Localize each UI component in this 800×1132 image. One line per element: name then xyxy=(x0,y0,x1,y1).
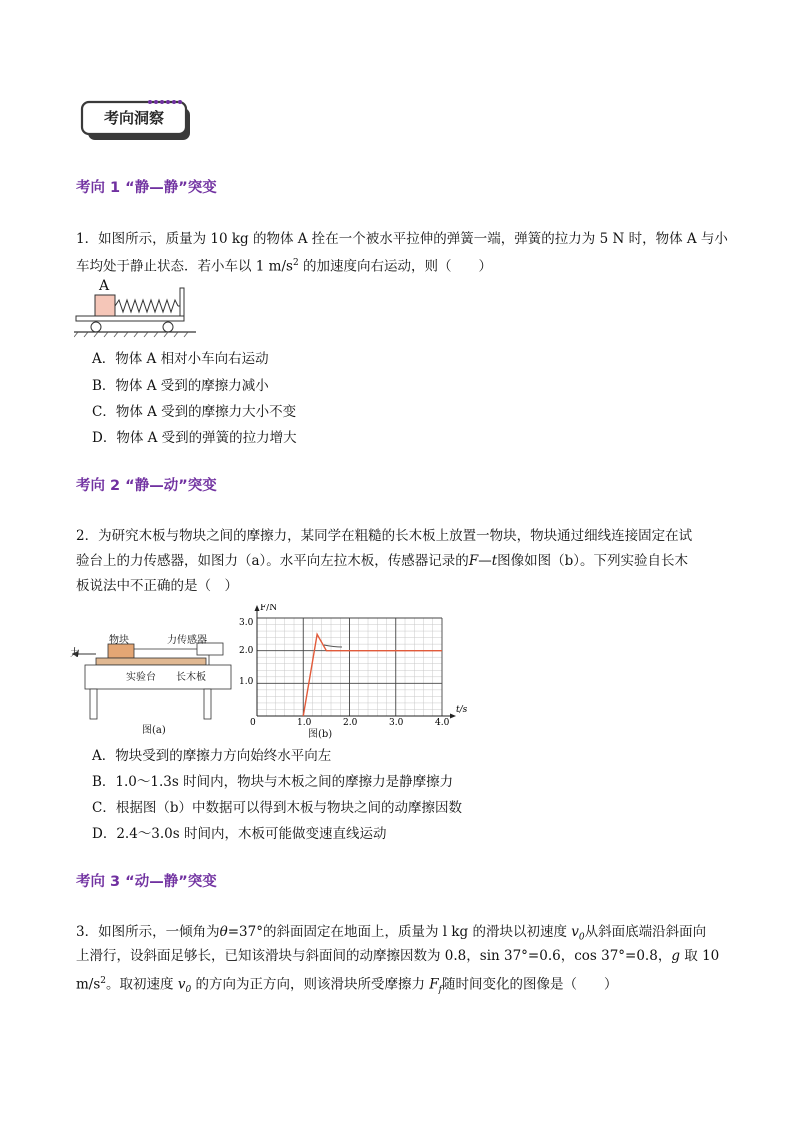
q2-line-2-pre: 验台上的力传感器，如图力（a）。水平向左拉木板，传感器记录的 xyxy=(76,553,469,569)
q3-line-1 xyxy=(76,922,706,948)
q2-long-board xyxy=(96,658,206,665)
q1-cart-body xyxy=(76,316,184,321)
q3-line-3-f-sub: f xyxy=(438,985,442,996)
q2-board-label: 长木板 xyxy=(176,672,206,683)
q2-sensor-label: 力传感器 xyxy=(167,635,207,646)
q2-line-2 xyxy=(76,551,688,571)
q2-line-2-post: 图像如图（b）。下列实验自长木 xyxy=(497,553,689,569)
q3-line-3-mid2: 的方向为正方向，则该滑块所受摩擦力 xyxy=(191,976,430,993)
chart-y-axis-label: F/N xyxy=(260,604,278,613)
q1-line-1: 1．如图所示，质量为 10 kg 的物体 A 拴在一个被水平拉伸的弹簧一端，弹簧的拉力为 5 N 时，物体 A 与小 xyxy=(76,231,728,247)
q2-block xyxy=(108,644,134,658)
q2-option-c[interactable]: C．根据图（b）中数据可以得到木板与物块之间的动摩擦因数 xyxy=(92,800,462,816)
q3-line-3-post: 随时间变化的图像是（ ） xyxy=(442,976,618,993)
q2-option-d[interactable]: D．2.4～3.0s 时间内，木板可能做变速直线运动 xyxy=(92,826,387,842)
q3-line-3-mid: 。取初速度 xyxy=(106,976,178,993)
q3-line-2-pre: 上滑行，设斜面足够长，已知该滑块与斜面间的动摩擦因数为 0.8，sin 37°=0.6，cos 37°=0.8， xyxy=(76,948,672,964)
q1-option-b[interactable]: B．物体 A 受到的摩擦力减小 xyxy=(92,378,269,394)
chart-series-line-0 xyxy=(303,634,442,716)
q2-table-label: 实验台 xyxy=(126,672,156,683)
q1-block-label: A xyxy=(99,278,110,294)
q2-line-1: 2．为研究木板与物块之间的摩擦力，某同学在粗糙的长木板上放置一物块，物块通过细线连接固定在试 xyxy=(76,528,693,544)
q3-line-1-post: 从斜面底端沿斜面向 xyxy=(584,924,707,940)
q2-figure-b-caption: 图(b) xyxy=(308,729,333,740)
q2-block-label: 物块 xyxy=(109,635,129,646)
q3-line-3-f: F xyxy=(429,976,439,993)
section-title-1: 考向 1 “静—静”突变 xyxy=(76,180,217,196)
q2-force-label: 力 xyxy=(70,648,80,659)
q1-cart-wall xyxy=(180,288,184,318)
q1-line-2-sup: 2 xyxy=(292,258,299,268)
chart-y-tick-3: 3.0 xyxy=(239,618,254,628)
q3-v0-sub: 0 xyxy=(578,932,585,943)
chart-x-tick-0: 0 xyxy=(250,718,256,728)
q2-option-b[interactable]: B．1.0～1.3s 时间内，物块与木板之间的摩擦力是静摩擦力 xyxy=(92,774,454,790)
q1-line-2-pre: 车均处于静止状态．若小车以 1 m/s xyxy=(76,258,293,275)
q3-line-1-pre: 3．如图所示，一倾角为 xyxy=(76,924,220,940)
badge-text: 考向洞察 xyxy=(103,109,164,127)
chart-y-tick-2: 2.0 xyxy=(239,646,254,656)
chart-annotation-curve xyxy=(324,645,342,647)
q1-wheel-left xyxy=(91,322,101,332)
q1-option-a[interactable]: A．物体 A 相对小车向右运动 xyxy=(92,351,269,367)
q3-g: g xyxy=(671,948,680,964)
q3-line-3-pre: m/s xyxy=(76,976,101,993)
q2-figure-a-caption: 图(a) xyxy=(142,725,166,736)
q3-line-3-v0-sub: 0 xyxy=(185,985,192,996)
chart-x-axis-label: t/s xyxy=(456,705,468,715)
q3-v0: v xyxy=(571,924,579,940)
q1-line-2 xyxy=(76,253,492,277)
q3-line-2-post: 取 10 xyxy=(679,948,720,964)
q3-line-1-mid: =37°的斜面固定在地面上，质量为 l kg 的滑块以初速度 xyxy=(227,924,572,940)
q2-option-a[interactable]: A．物块受到的摩擦力方向始终水平向左 xyxy=(92,748,332,764)
chart-series-layer xyxy=(303,634,442,716)
q1-option-d[interactable]: D．物体 A 受到的弹簧的拉力增大 xyxy=(92,430,297,446)
q3-line-3-v0: v xyxy=(177,976,186,993)
section-title-3: 考向 3 “动—静”突变 xyxy=(76,874,217,890)
q3-theta: θ xyxy=(219,924,228,940)
q2-line-2-f: F xyxy=(468,553,479,569)
chart-x-tick-1: 1.0 xyxy=(297,718,312,728)
q2-line-2-t: t xyxy=(491,553,498,569)
q3-line-3-sup: 2 xyxy=(100,976,107,986)
section-title-2: 考向 2 “静—动”突变 xyxy=(76,478,217,494)
q1-option-c[interactable]: C．物体 A 受到的摩擦力大小不变 xyxy=(92,404,297,420)
chart-x-tick-4: 4.0 xyxy=(435,718,450,728)
q3-line-2 xyxy=(76,946,719,966)
q1-spring xyxy=(115,300,178,312)
chart-x-tick-2: 2.0 xyxy=(343,718,358,728)
chart-x-tick-3: 3.0 xyxy=(389,718,404,728)
q1-block-a xyxy=(95,295,115,316)
q1-cart-figure xyxy=(74,280,198,338)
chart-y-tick-1: 1.0 xyxy=(239,677,254,687)
q2-ft-chart xyxy=(236,604,476,734)
q1-line-2-post: 的加速度向右运动，则（ ） xyxy=(298,258,492,275)
section-badge xyxy=(80,96,192,144)
q2-test-table xyxy=(85,665,231,689)
q2-line-3: 板说法中不正确的是（ ） xyxy=(76,578,238,594)
q2-line-2-dash: — xyxy=(478,553,492,569)
q1-wheel-right xyxy=(163,322,173,332)
q3-line-3 xyxy=(76,971,618,1000)
